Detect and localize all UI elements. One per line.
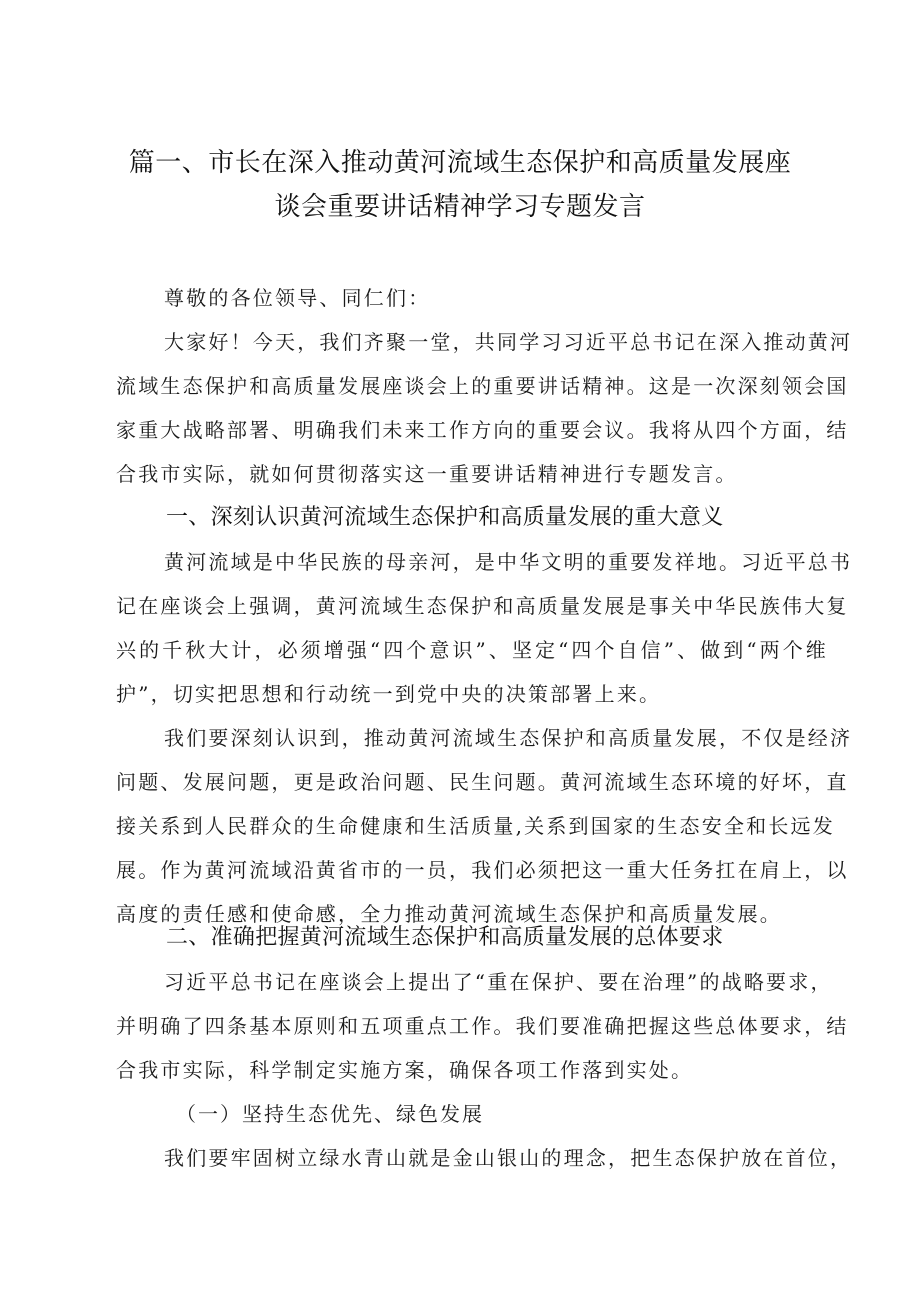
paragraph-line: 大家好！今天，我们齐聚一堂，共同学习习近平总书记在深入推动黄河 <box>164 330 853 354</box>
paragraph-line: 家重大战略部署、明确我们未来工作方向的重要会议。我将从四个方面，结 <box>116 418 849 442</box>
section-1-heading: 一、深刻认识黄河流域生态保护和高质量发展的重大意义 <box>166 505 724 530</box>
paragraph-line: 合我市实际，科学制定实施方案，确保各项工作落到实处。 <box>116 1058 694 1082</box>
paragraph-line: 护”，切实把思想和行动统一到党中央的决策部署上来。 <box>116 682 662 706</box>
paragraph-line: 流域生态保护和高质量发展座谈会上的重要讲话精神。这是一次深刻领会国 <box>116 374 849 398</box>
paragraph-line: 并明确了四条基本原则和五项重点工作。我们要准确把握这些总体要求，结 <box>116 1014 849 1038</box>
subsection-1-paragraph-1 <box>116 1136 853 1180</box>
document-title-line-1: 篇一、市长在深入推动黄河流域生态保护和高质量发展座 <box>128 148 792 178</box>
paragraph-line: 合我市实际，就如何贯彻落实这一重要讲话精神进行专题发言。 <box>116 462 738 486</box>
section-1-paragraph-2 <box>116 716 853 936</box>
paragraph-line: 展。作为黄河流域沿黄省市的一员，我们必须把这一重大任务扛在肩上，以 <box>116 858 849 882</box>
salutation <box>116 276 828 320</box>
paragraph-line: 接关系到人民群众的生命健康和生活质量,关系到国家的生态安全和长远发 <box>116 814 835 838</box>
paragraph-line: 习近平总书记在座谈会上提出了“重在保护、要在治理”的战略要求， <box>164 970 833 994</box>
intro-paragraph <box>116 320 853 496</box>
paragraph-line: 兴的千秋大计，必须增强“四个意识”、坚定“四个自信”、做到“两个维 <box>116 638 828 662</box>
salutation-text: 尊敬的各位领导、同仁们： <box>164 286 431 310</box>
paragraph-line: 我们要牢固树立绿水青山就是金山银山的理念，把生态保护放在首位， <box>164 1146 853 1170</box>
paragraph-line: 我们要深刻认识到，推动黄河流域生态保护和高质量发展，不仅是经济 <box>164 726 853 750</box>
subsection-1-heading: （一）坚持生态优先、绿色发展 <box>176 1102 484 1126</box>
document-title-line-2: 谈会重要讲话精神学习专题发言 <box>274 192 646 222</box>
paragraph-line: 黄河流域是中华民族的母亲河，是中华文明的重要发祥地。习近平总书 <box>164 550 853 574</box>
paragraph-line: 问题、发展问题，更是政治问题、民生问题。黄河流域生态环境的好坏，直 <box>116 770 849 794</box>
section-2-heading: 二、准确把握黄河流域生态保护和高质量发展的总体要求 <box>166 925 724 950</box>
paragraph-line: 高度的责任感和使命感，全力推动黄河流域生态保护和高质量发展。 <box>116 902 782 926</box>
section-1-paragraph-1 <box>116 540 853 716</box>
section-2-paragraph-1 <box>116 960 849 1092</box>
paragraph-line: 记在座谈会上强调，黄河流域生态保护和高质量发展是事关中华民族伟大复 <box>116 594 849 618</box>
